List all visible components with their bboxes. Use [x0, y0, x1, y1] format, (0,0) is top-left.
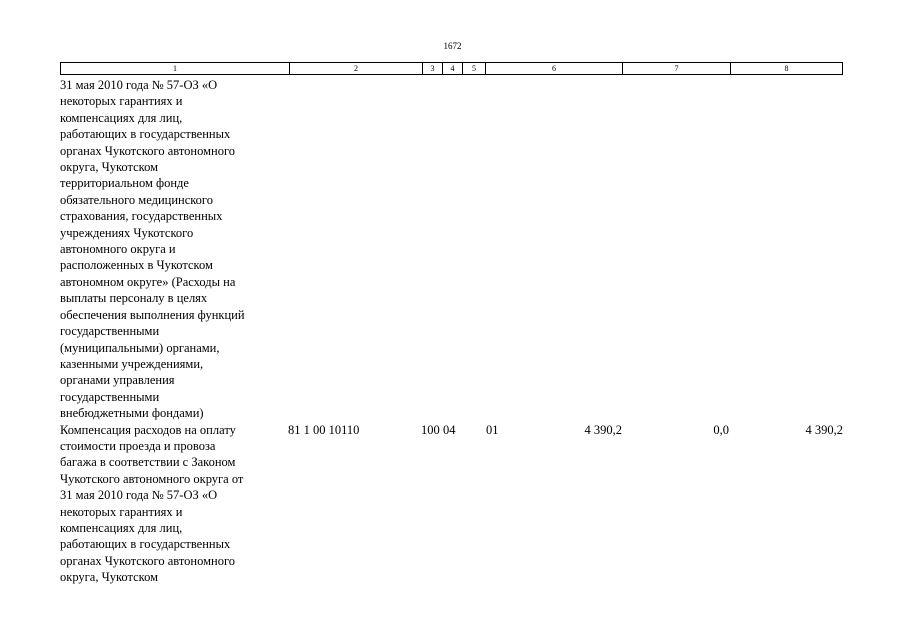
row-col-8: 4 390,2: [805, 422, 843, 437]
column-number-3: 3: [422, 63, 442, 74]
row-description: 31 мая 2010 года № 57-ОЗ «О некоторых гарантиях и компенсациях для лиц, работающих в государственных органах Чукотского автономного округа, Чукотском территориальном фонде обязательного медицинского страхования, государственных учреждениях Чукотского автономного округа и расположенных в Чукотском автономном округе» (Расходы на выплаты персоналу в целях обеспечения выполнения функций государственными (муниципальными) органами, казенными учреждениями, органами управления государственными внебюджетными фондами): [60, 78, 245, 421]
table-row: [60, 77, 850, 422]
table-row: [60, 422, 850, 586]
row-code: 81 1 00 10110: [288, 422, 360, 437]
table-body: [60, 77, 850, 586]
table-column-header: [60, 62, 843, 75]
column-number-2: 2: [289, 63, 422, 74]
column-number-7: 7: [622, 63, 730, 74]
column-number-6: 6: [485, 63, 622, 74]
column-number-8: 8: [730, 63, 842, 74]
row-col-3: 100: [421, 422, 440, 437]
row-col-5: 01: [486, 422, 499, 437]
row-col-6: 4 390,2: [584, 422, 622, 437]
column-number-1: 1: [173, 64, 177, 73]
column-number-4: 4: [442, 63, 462, 74]
row-col-4: 04: [443, 422, 456, 437]
column-number-5: 5: [462, 63, 485, 74]
page-number: 1672: [443, 41, 462, 51]
row-col-7: 0,0: [713, 422, 729, 437]
row-description: Компенсация расходов на оплату стоимости проезда и провоза багажа в соответствии с Законом Чукотского автономного округа от 31 мая 2010 года № 57-ОЗ «О некоторых гарантиях и компенсациях для лиц, работающих в государственных органах Чукотского автономного округа, Чукотском: [60, 422, 244, 585]
